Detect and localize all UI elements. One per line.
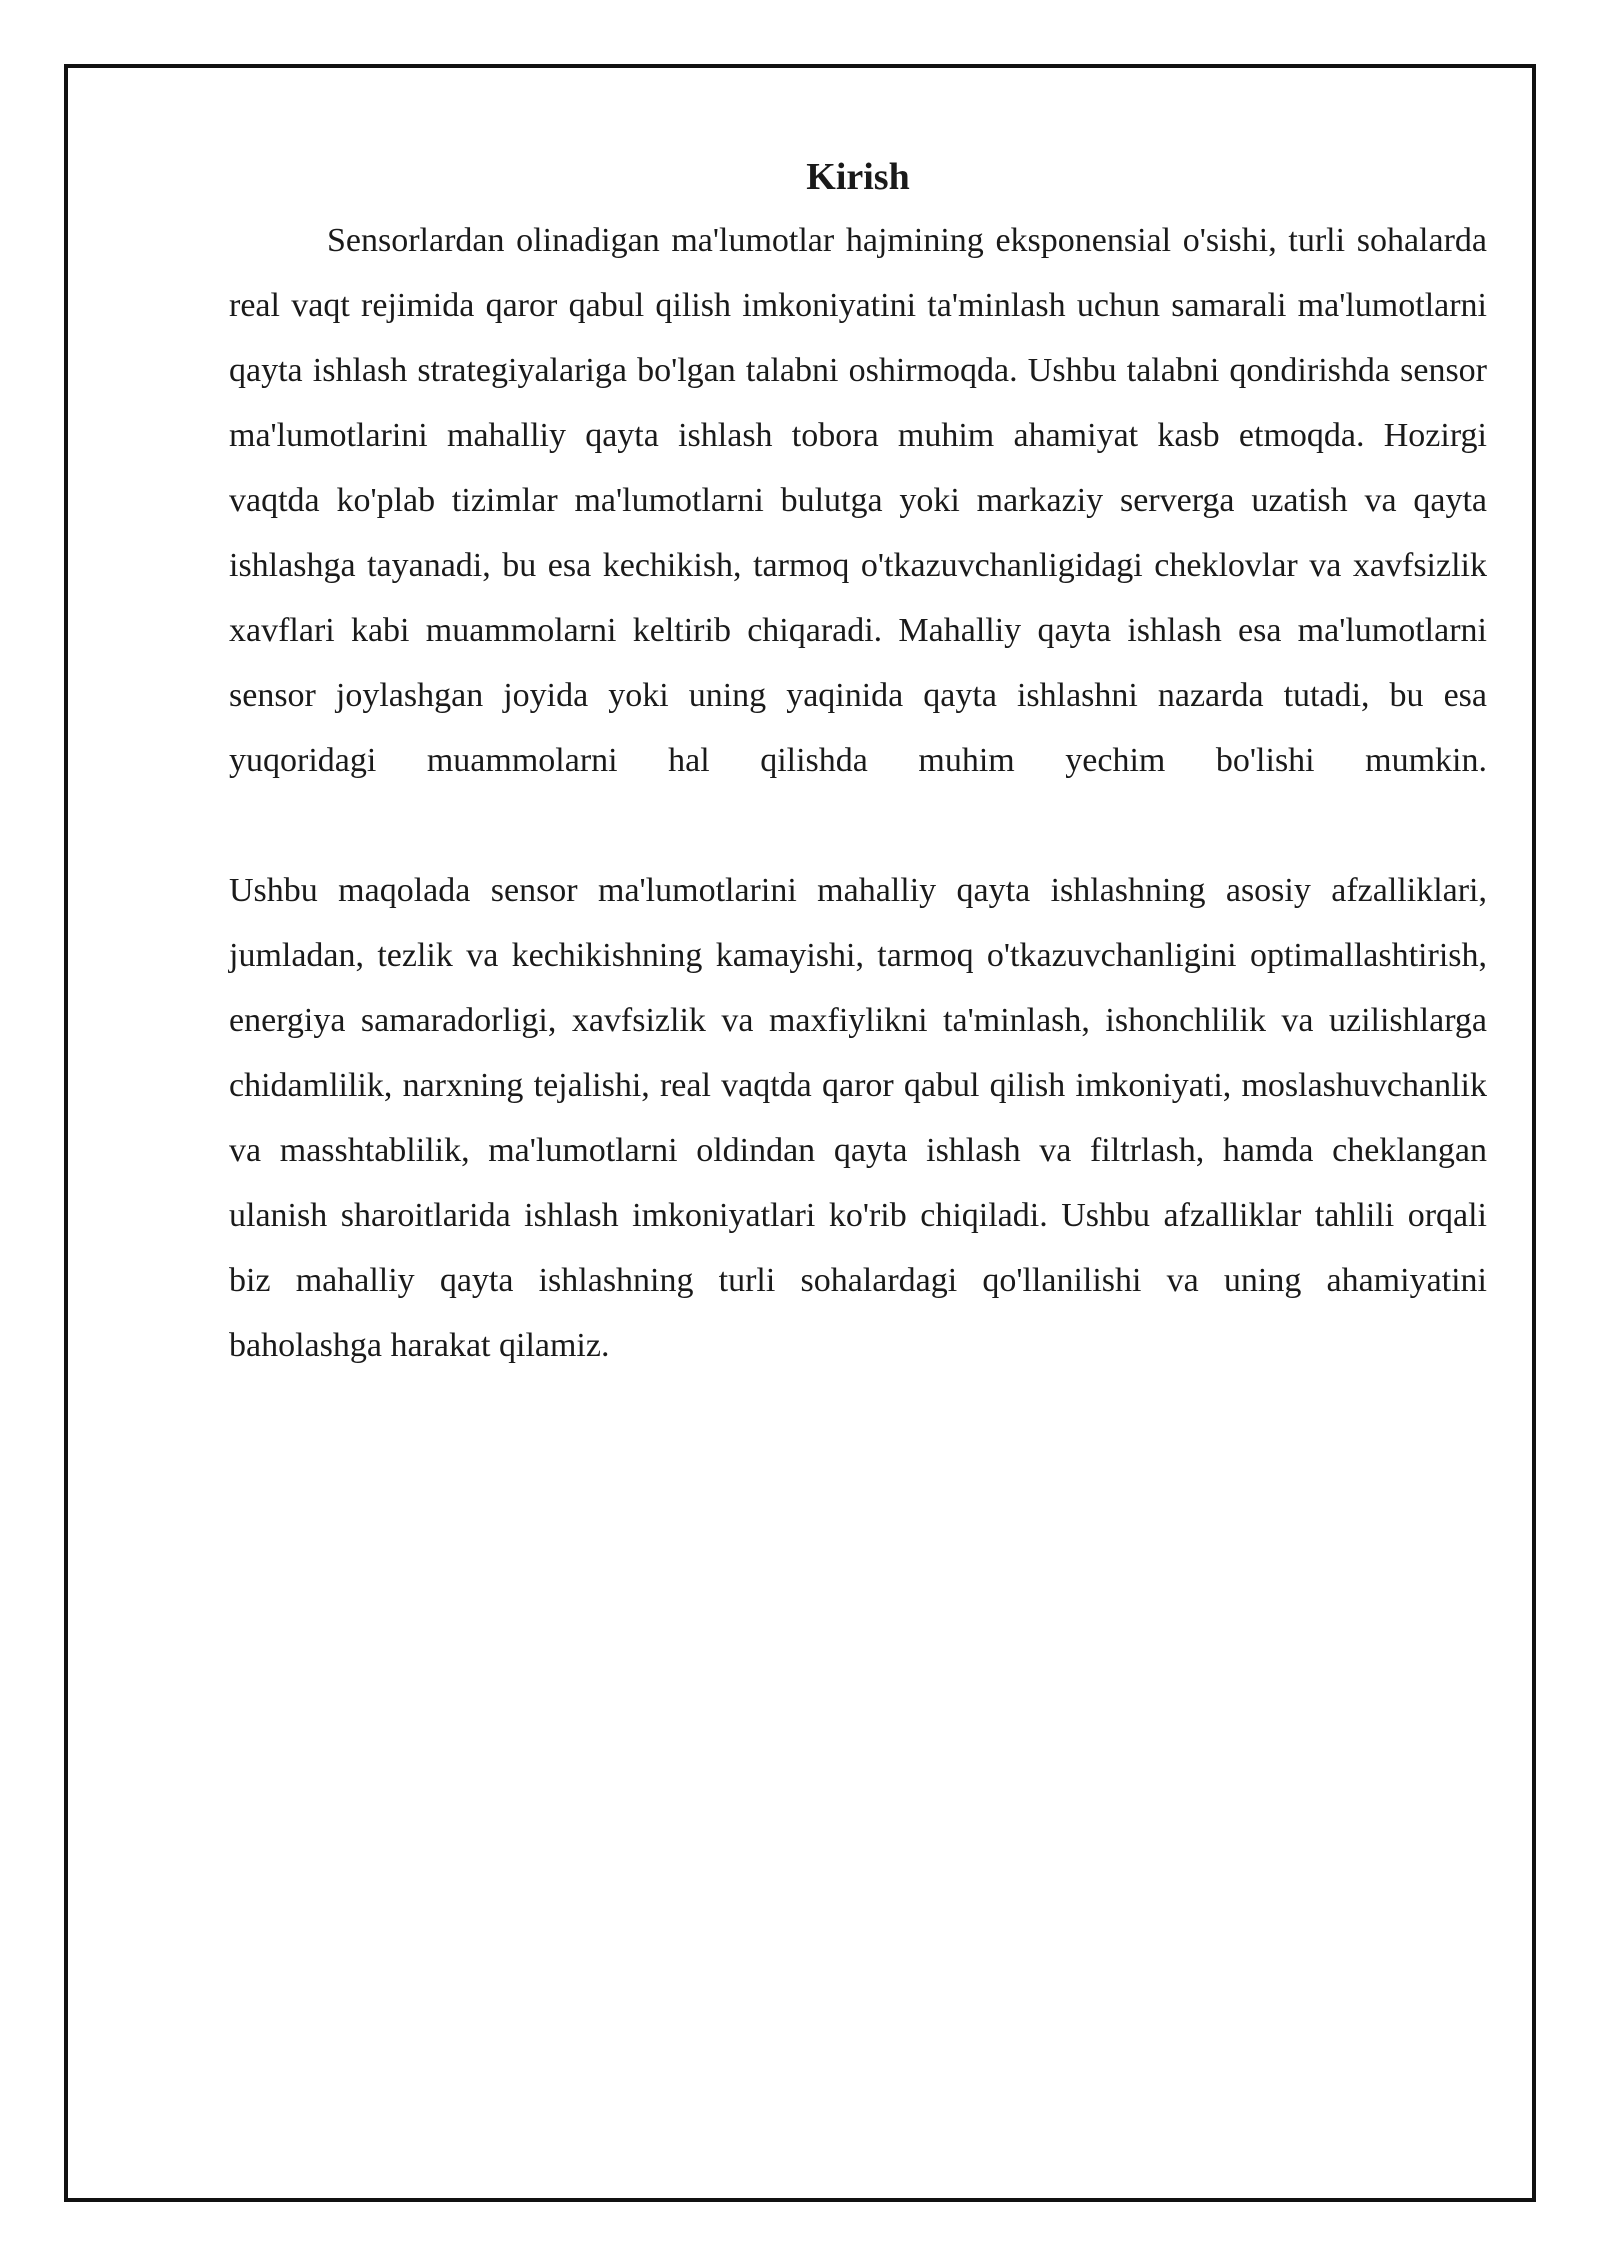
intro-paragraph-1: Sensorlardan olinadigan ma'lumotlar hajmining eksponensial o'sishi, turli sohalarda real vaqt rejimida qaror qabul qilish imkoniyatini ta'minlash uchun samarali ma'lumotlarni qayta ishlash strategiyalariga bo'lgan talabni oshirmoqda. Ushbu talabni qondirishda sensor ma'lumotlarini mahalliy qayta ishlash tobora muhim ahamiyat kasb etmoqda. Hozirgi vaqtda ko'plab tizimlar ma'lumotlarni bulutga yoki markaziy serverga uzatish va qayta ishlashga tayanadi, bu esa kechikish, tarmoq o'tkazuvchanligidagi cheklovlar va xavfsizlik xavflari kabi muammolarni keltirib chiqaradi. Mahalliy qayta ishlash esa ma'lumotlarni sensor joylashgan joyida yoki uning yaqinida qayta ishlashni nazarda tutadi, bu esa yuqoridagi muammolarni hal qilishda muhim yechim bo'lishi mumkin. (229, 222, 1487, 779)
document-body (229, 150, 1487, 1378)
section-title: Kirish (806, 156, 910, 198)
intro-paragraph-2: Ushbu maqolada sensor ma'lumotlarini mahalliy qayta ishlashning asosiy afzalliklari, jumladan, tezlik va kechikishning kamayishi, tarmoq o'tkazuvchanligini optimallashtirish, energiya samaradorligi, xavfsizlik va maxfiylikni ta'minlash, ishonchlilik va uzilishlarga chidamlilik, narxning tejalishi, real vaqtda qaror qabul qilish imkoniyati, moslashuvchanlik va masshtablilik, ma'lumotlarni oldindan qayta ishlash va filtrlash, hamda cheklangan ulanish sharoitlarida ishlash imkoniyatlari ko'rib chiqiladi. Ushbu afzalliklar tahlili orqali biz mahalliy qayta ishlashning turli sohalardagi qo'llanilishi va uning ahamiyatini baholashga harakat qilamiz. (229, 872, 1487, 1364)
paragraph-spacer (229, 793, 1487, 858)
